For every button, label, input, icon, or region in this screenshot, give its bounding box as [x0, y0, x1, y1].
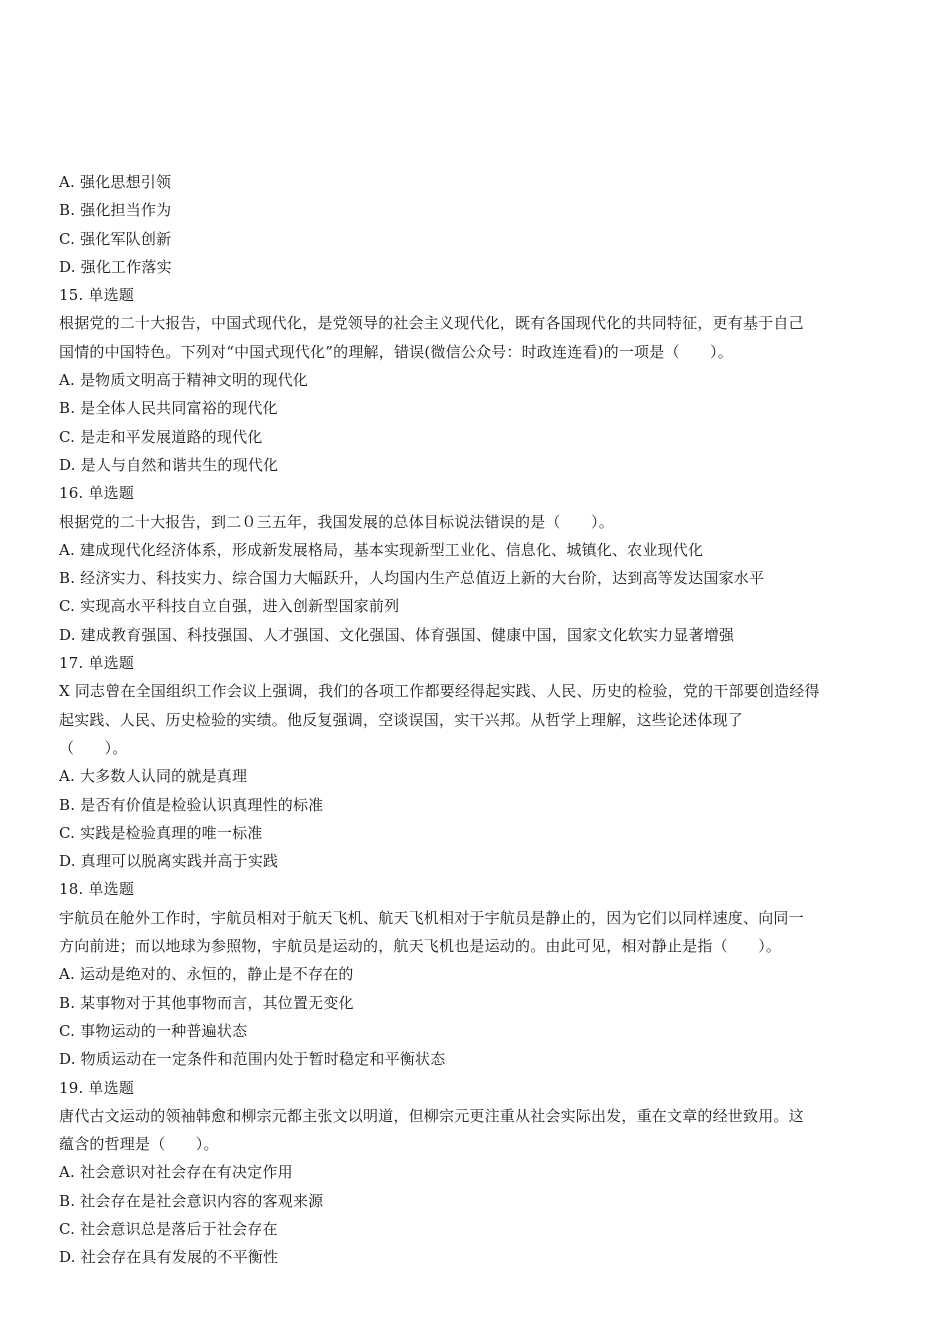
question-15-option-b: B. 是全体人民共同富裕的现代化	[59, 399, 278, 418]
question-15-text-line-2: 国情的中国特色。下列对“中国式现代化”的理解，错误(微信公众号：时政连连看)的一项是（ ）。	[59, 342, 733, 361]
question-15-option-a: A. 是物质文明高于精神文明的现代化	[59, 371, 308, 390]
question-19-option-a: A. 社会意识对社会存在有决定作用	[59, 1163, 293, 1182]
question-17-text-line-1: X 同志曾在全国组织工作会议上强调，我们的各项工作都要经得起实践、人民、历史的检验，党的干部要创造经得	[59, 682, 820, 701]
question-19-option-c: C. 社会意识总是落后于社会存在	[59, 1219, 278, 1238]
question-16-option-b: B. 经济实力、科技实力、综合国力大幅跃升，人均国内生产总值迈上新的大台阶，达到高等发达国家水平	[59, 569, 765, 588]
question-18-option-c: C. 事物运动的一种普遍状态	[59, 1021, 248, 1040]
question-16-option-d: D. 建成教育强国、科技强国、人才强国、文化强国、体育强国、健康中国，国家文化软实力显著增强	[59, 625, 735, 644]
question-17-option-d: D. 真理可以脱离实践并高于实践	[59, 852, 279, 871]
question-19-text-line-2: 蕴含的哲理是（ ）。	[59, 1135, 219, 1154]
question-16-option-a: A. 建成现代化经济体系，形成新发展格局，基本实现新型工业化、信息化、城镇化、农业现代化	[59, 540, 704, 559]
question-19-header: 19. 单选题	[59, 1078, 135, 1097]
question-15-text-line-1: 根据党的二十大报告，中国式现代化，是党领导的社会主义现代化，既有各国现代化的共同特征，更有基于自己	[59, 314, 804, 333]
option-prev-d: D. 强化工作落实	[59, 257, 172, 276]
question-16-text-line-1: 根据党的二十大报告，到二０三五年，我国发展的总体目标说法错误的是（ ）。	[59, 512, 614, 531]
question-16-option-c: C. 实现高水平科技自立自强，进入创新型国家前列	[59, 597, 400, 616]
question-list	[59, 168, 895, 1272]
question-19-option-d: D. 社会存在具有发展的不平衡性	[59, 1248, 279, 1267]
question-19-option-b: B. 社会存在是社会意识内容的客观来源	[59, 1191, 324, 1210]
question-18-text-line-2: 方向前进；而以地球为参照物，宇航员是运动的，航天飞机也是运动的。由此可见，相对静止是指（ ）。	[59, 937, 782, 956]
question-18-option-a: A. 运动是绝对的、永恒的，静止是不存在的	[59, 965, 354, 984]
question-16-header: 16. 单选题	[59, 484, 135, 503]
question-18-text-line-1: 宇航员在舱外工作时，宇航员相对于航天飞机、航天飞机相对于宇航员是静止的，因为它们以同样速度、向同一	[59, 908, 804, 927]
option-prev-b: B. 强化担当作为	[59, 201, 172, 220]
question-17-text-line-2: 起实践、人民、历史检验的实绩。他反复强调，空谈误国，实干兴邦。从哲学上理解，这些论述体现了	[59, 710, 744, 729]
question-17-option-b: B. 是否有价值是检验认识真理性的标准	[59, 795, 324, 814]
question-18-option-b: B. 某事物对于其他事物而言，其位置无变化	[59, 993, 354, 1012]
option-prev-c: C. 强化军队创新	[59, 229, 172, 248]
question-17-text-line-3: （ ）。	[59, 738, 128, 757]
question-19-text-line-1: 唐代古文运动的领袖韩愈和柳宗元都主张文以明道，但柳宗元更注重从社会实际出发，重在文章的经世致用。这	[59, 1106, 804, 1125]
question-17-option-a: A. 大多数人认同的就是真理	[59, 767, 248, 786]
question-18-header: 18. 单选题	[59, 880, 135, 899]
question-17-header: 17. 单选题	[59, 654, 135, 673]
question-15-header: 15. 单选题	[59, 286, 135, 305]
question-15-option-d: D. 是人与自然和谐共生的现代化	[59, 455, 279, 474]
question-15-option-c: C. 是走和平发展道路的现代化	[59, 427, 263, 446]
question-17-option-c: C. 实践是检验真理的唯一标准	[59, 823, 263, 842]
option-prev-a: A. 强化思想引领	[59, 173, 172, 191]
question-18-option-d: D. 物质运动在一定条件和范围内处于暂时稳定和平衡状态	[59, 1050, 446, 1069]
